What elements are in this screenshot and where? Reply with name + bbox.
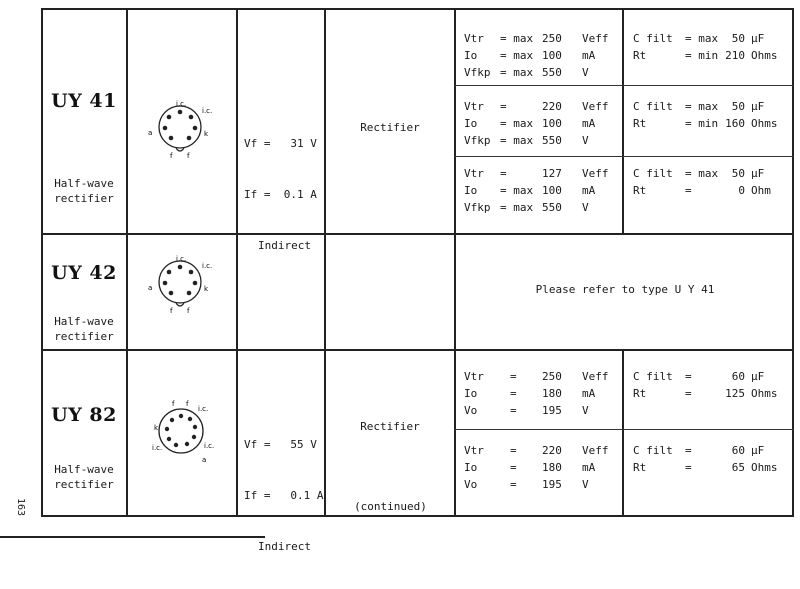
pin-label: i.c. xyxy=(176,100,187,108)
continued-note: (continued) xyxy=(354,500,427,513)
pin-label: f xyxy=(172,400,175,408)
pin-label: i.c. xyxy=(204,442,215,450)
tube-type-uy42: UY 42 xyxy=(51,262,117,284)
condition-divider xyxy=(454,156,794,157)
row-divider xyxy=(41,233,794,235)
column-divider xyxy=(236,8,238,517)
heater-voltage: Vf = 31 V xyxy=(244,137,317,150)
pin-label: f xyxy=(186,400,189,408)
column-divider xyxy=(622,349,624,517)
pin-label: f xyxy=(187,152,190,160)
heater-current: If = 0.1 A xyxy=(244,188,317,201)
heater-type: Indirect xyxy=(258,540,311,553)
pinout-diagram-uy41 xyxy=(146,98,216,160)
pin-label: k xyxy=(154,424,159,432)
pin-label: f xyxy=(170,152,173,160)
heater-voltage: Vf = 55 V xyxy=(244,438,317,451)
tube-description xyxy=(41,314,127,344)
description-line: Half-wave xyxy=(54,315,114,328)
pinout-diagram-uy82 xyxy=(146,396,216,466)
condition-divider xyxy=(454,429,794,430)
pinout-diagram-uy42 xyxy=(146,253,216,315)
tube-type-uy82: UY 82 xyxy=(51,404,117,426)
column-divider xyxy=(622,8,624,233)
datasheet-page: UY 41 Half-wave rectifier i.c. i.c. a k f f Vf = 31 V If = 0.1 A Indirect Rectifier Vtr = max 250 Veff Io = max 100 mA Vfkp = max 550 V C filt = max 50 µF Rt = min 210 Ohms Vtr = 220 Veff Io = max 100 mA Vfkp = max 550 V C filt = max 50 µF Rt = min 160 Ohms Vtr = 127 Veff Io = max 100 mA Vfkp = max 550 V C filt = max 50 µF Rt = 0 Ohm UY 42 Half-wave rectifier i.c. i.c. a k f f Please refer to type U Y 41 UY 82 Half-wave rectifier f f i.c. k i.c. i.c. a Vf = 55 V If = 0.1 A Indirect Rectifier Vtr = 250 Veff Io = 180 mA Vo = 195 V C filt = 60 µF Rt = 125 Ohms Vtr = 220 Veff Io = 180 mA Vo = 195 V C filt = 60 µF Rt = 65 Ohms (continued) 163 xyxy=(0,0,800,543)
description-line: Half-wave xyxy=(54,463,114,476)
function-uy41: Rectifier xyxy=(360,121,420,134)
function-uy82: Rectifier xyxy=(360,420,420,433)
pin-label: a xyxy=(148,129,153,137)
pin-label: k xyxy=(204,285,209,293)
description-line: rectifier xyxy=(54,192,114,205)
pin-label: k xyxy=(204,130,209,138)
heater-specs-uy41 xyxy=(244,101,317,288)
description-line: Half-wave xyxy=(54,177,114,190)
tube-description xyxy=(41,176,127,206)
description-line: rectifier xyxy=(54,330,114,343)
heater-current: If = 0.1 A xyxy=(244,489,324,502)
bottom-rule xyxy=(0,536,265,538)
pin-label: i.c. xyxy=(176,255,187,263)
row-divider xyxy=(41,349,794,351)
condition-divider xyxy=(454,85,794,86)
pin-label: i.c. xyxy=(152,444,163,452)
pin-label: f xyxy=(187,307,190,315)
pin-label: a xyxy=(148,284,153,292)
column-divider xyxy=(324,8,326,517)
pin-label: f xyxy=(170,307,173,315)
heater-type: Indirect xyxy=(258,239,311,252)
pin-label: i.c. xyxy=(198,405,209,413)
tube-type-uy41: UY 41 xyxy=(51,90,117,112)
pin-label: i.c. xyxy=(202,262,213,270)
tube-description xyxy=(41,462,127,492)
pin-label: a xyxy=(202,456,207,464)
refer-note-uy42: Please refer to type U Y 41 xyxy=(535,283,715,296)
pin-label: i.c. xyxy=(202,107,213,115)
page-number: 163 xyxy=(15,498,26,517)
heater-specs-uy82 xyxy=(244,402,323,589)
description-line: rectifier xyxy=(54,478,114,491)
